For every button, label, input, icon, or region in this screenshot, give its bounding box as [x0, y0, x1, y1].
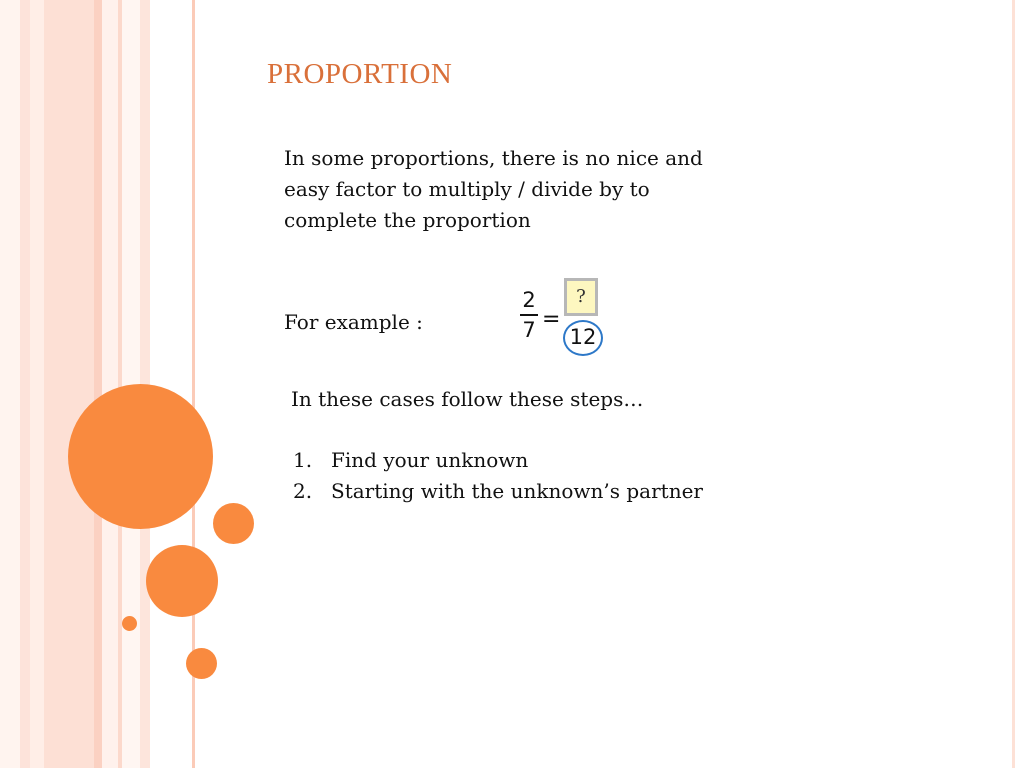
step-number: 2. — [293, 479, 313, 503]
decorative-circle-small — [213, 503, 254, 544]
intro-paragraph — [284, 143, 784, 236]
list-item — [293, 445, 703, 476]
decorative-stripe — [44, 0, 94, 768]
decorative-stripe — [102, 0, 118, 768]
step-number: 1. — [293, 448, 313, 472]
example-label: For example : — [284, 310, 423, 334]
cases-text: In these cases follow these steps… — [291, 387, 644, 411]
step-text: Starting with the unknown’s partner — [331, 479, 703, 503]
step-text: Find your unknown — [331, 448, 529, 472]
decorative-circle-small — [186, 648, 217, 679]
known-value-circle: 12 — [563, 320, 603, 356]
fraction-denominator: 7 — [522, 318, 536, 342]
decorative-stripe — [30, 0, 44, 768]
decorative-circle-tiny — [122, 616, 137, 631]
decorative-stripe — [1012, 0, 1015, 768]
fraction-bar — [520, 314, 538, 316]
slide-title: PROPORTION — [267, 58, 453, 90]
intro-line: easy factor to multiply / divide by to — [284, 177, 650, 201]
intro-line: In some proportions, there is no nice and — [284, 146, 703, 170]
decorative-stripe — [0, 0, 20, 768]
decorative-stripe — [20, 0, 30, 768]
equals-sign: = — [542, 307, 561, 332]
unknown-value-box: ? — [564, 278, 598, 316]
intro-line: complete the proportion — [284, 208, 531, 232]
fraction-numerator: 2 — [522, 288, 536, 312]
proportion-equation — [512, 274, 622, 364]
decorative-circle-large — [68, 384, 213, 529]
decorative-circle-medium — [146, 545, 218, 617]
fraction — [520, 288, 538, 342]
list-item — [293, 476, 703, 507]
decorative-stripe — [94, 0, 102, 768]
steps-list — [293, 445, 703, 507]
